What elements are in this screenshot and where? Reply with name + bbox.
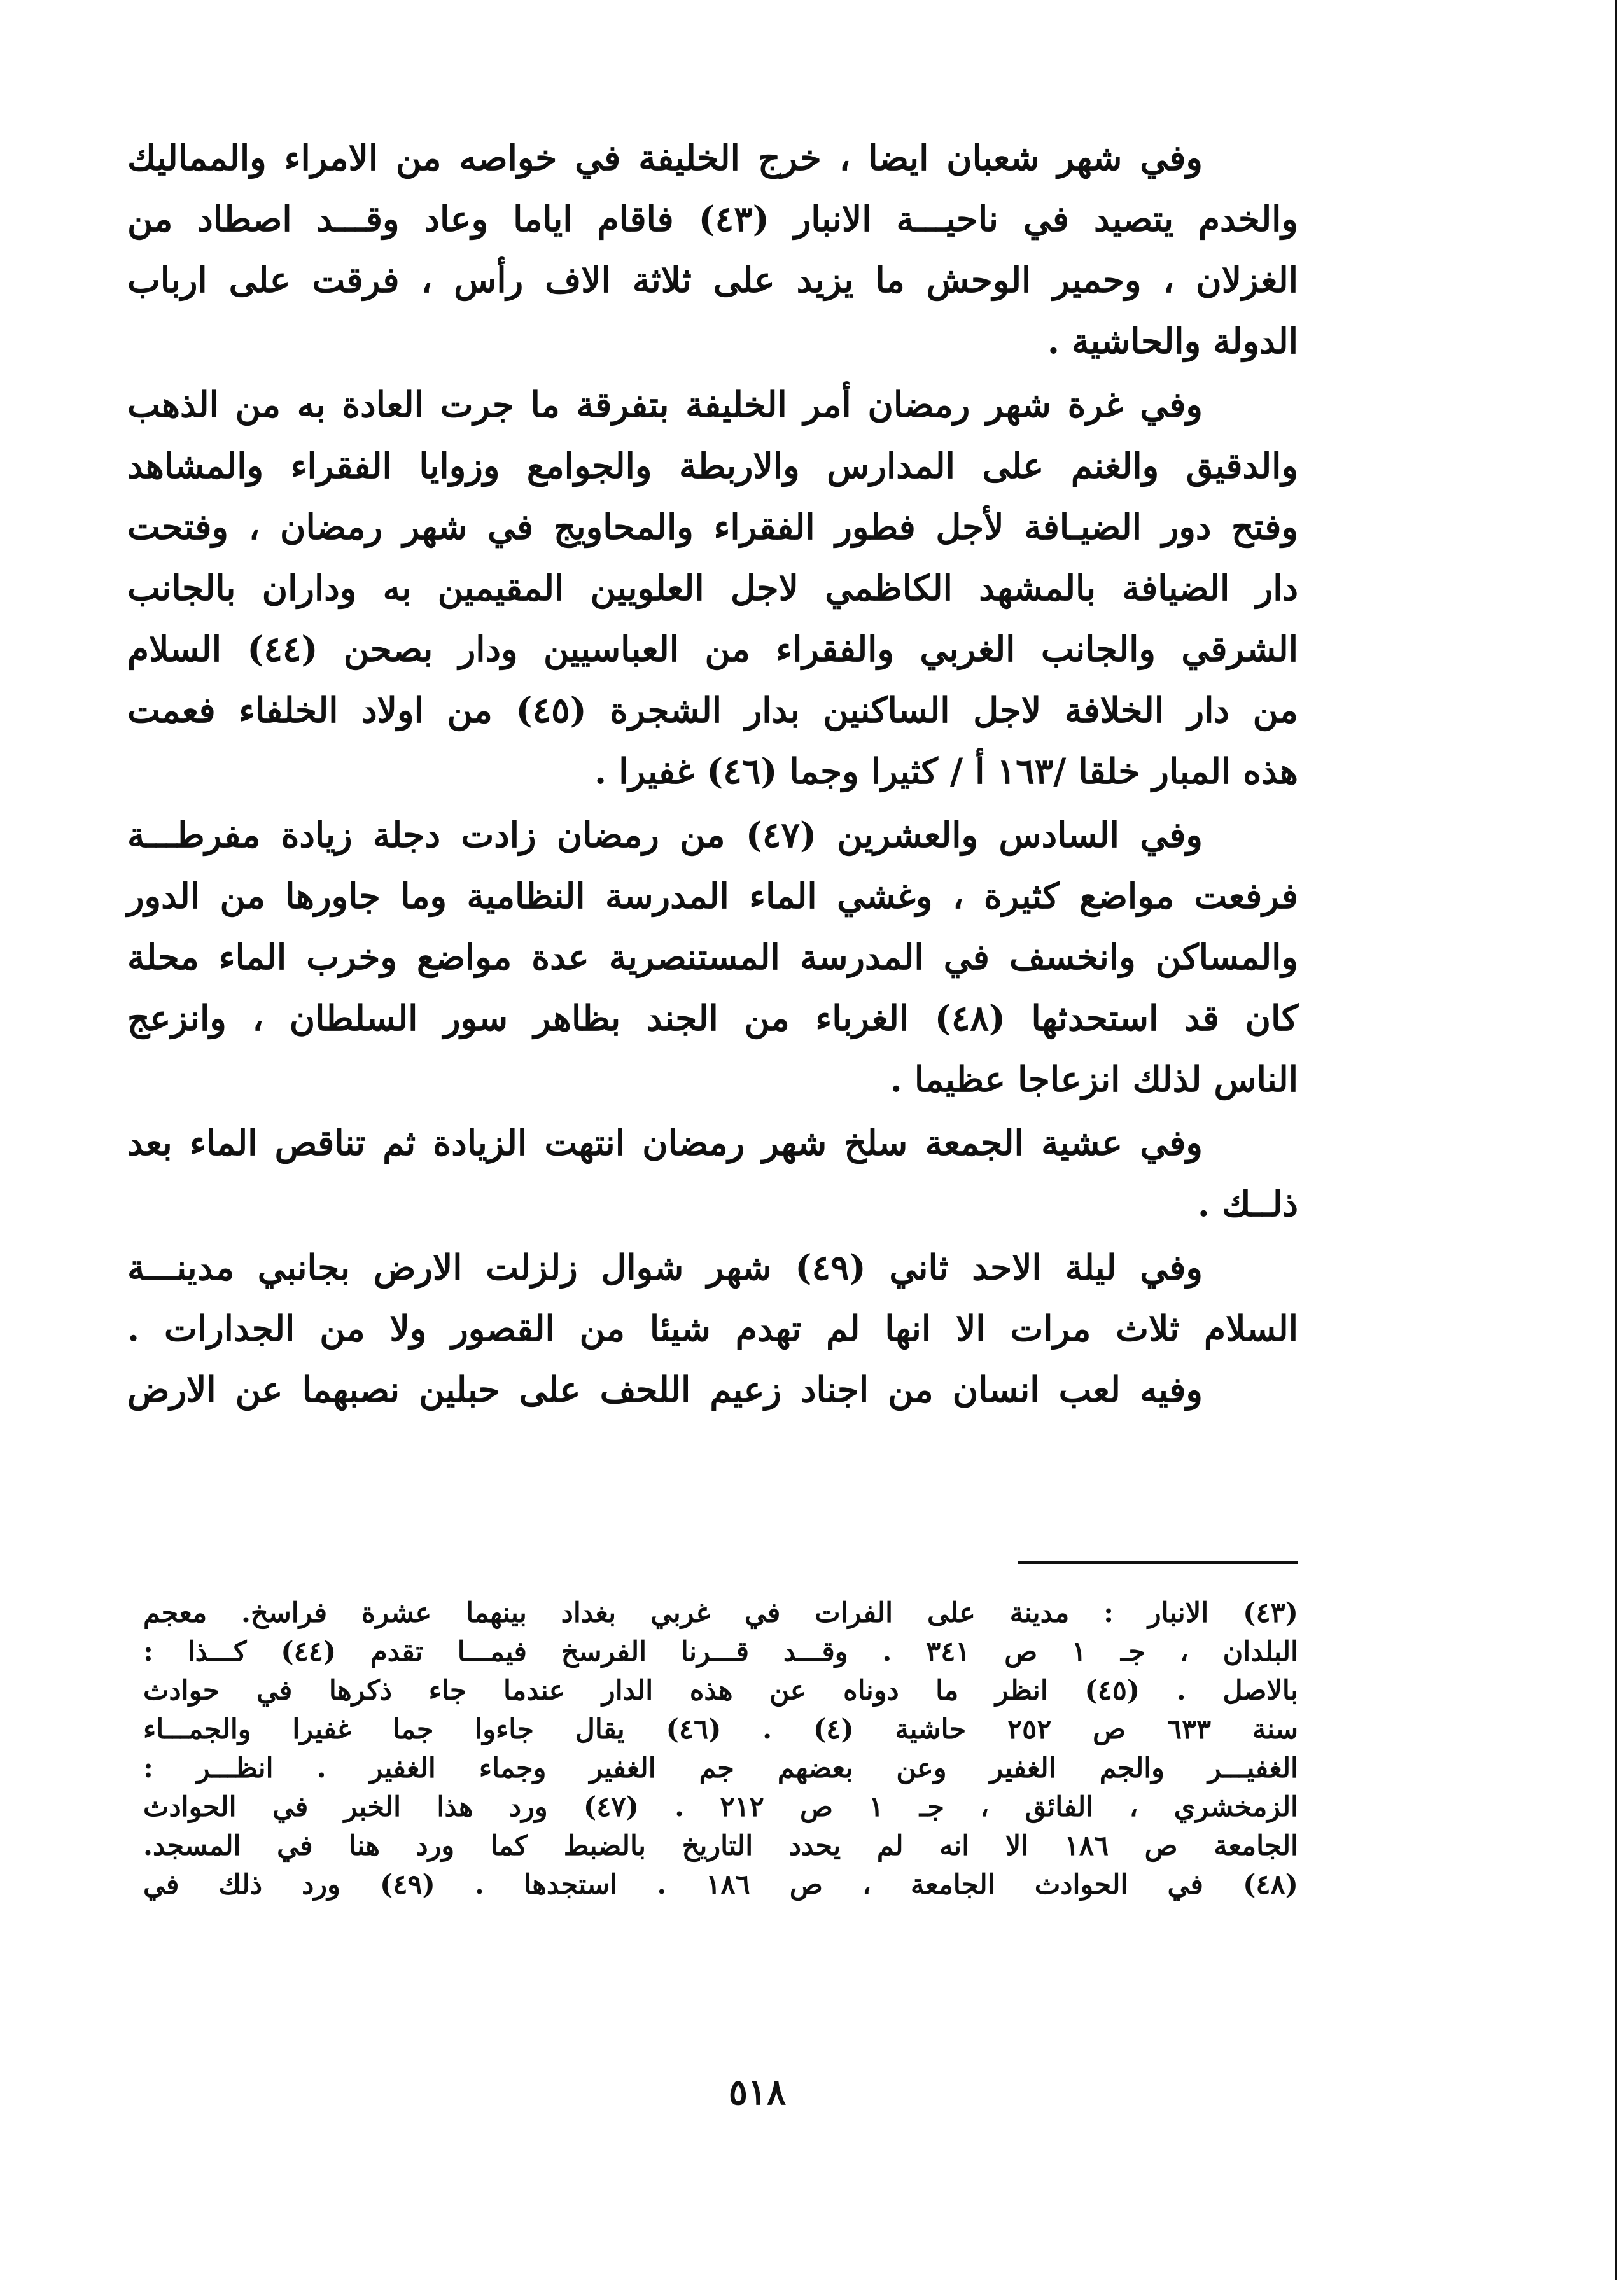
text-line: الشرقي والجانب الغربي والفقراء من العباسيين ودار بصحن (٤٤) السلام <box>127 628 1298 669</box>
footnote-line: الزمخشري ، الفائق ، جـ ١ ص ٢١٢ . (٤٧) ورد هذا الخبر في الحوادث <box>143 1791 1298 1823</box>
text-line: هذه المبار خلقا /١٦٣ أ / كثيرا وجما (٤٦) غفيرا . <box>594 750 1298 792</box>
text-line: والمساكن وانخسف في المدرسة المستنصرية عدة مواضع وخرب الماء محلة <box>127 936 1298 977</box>
footnotes <box>143 1594 1298 1905</box>
footnote-line: سنة ٦٣٣ ص ٢٥٢ حاشية (٤) . (٤٦) يقال جاءوا جما غفيرا والجمـــاء <box>143 1714 1298 1745</box>
footnote-line: الغفيـــر والجم الغفير وعن بعضهم جم الغفير وجماء الغفير . انظـــر : <box>143 1752 1298 1784</box>
text-line: وفي غرة شهر رمضان أمر الخليفة بتفرقة ما جرت العادة به من الذهب <box>127 384 1203 425</box>
text-line: والدقيق والغنم على المدارس والاربطة والجوامع وزوايا الفقراء والمشاهد <box>127 445 1298 486</box>
paragraph-friday <box>127 1112 1298 1234</box>
footnote-separator <box>1018 1561 1298 1564</box>
text-line: من دار الخلافة لاجل الساكنين بدار الشجرة (٤٥) من اولاد الخلفاء فعمت <box>127 689 1298 731</box>
text-line: والخدم يتصيد في ناحيـــة الانبار (٤٣) فاقام اياما وعاد وقـــد اصطاد من <box>127 198 1298 239</box>
text-line: ذلــك . <box>1197 1183 1298 1224</box>
text-line: وفي شهر شعبان ايضا ، خرج الخليفة في خواصه من الامراء والمماليك <box>127 137 1203 178</box>
text-line: وفتح دور الضيـافة لأجل فطور الفقراء والمحاويج في شهر رمضان ، وفتحت <box>127 506 1298 547</box>
paragraph-shaban <box>127 127 1298 372</box>
text-line: وفيه لعب انسان من اجناد زعيم اللحف على حبلين نصبهما عن الارض <box>127 1369 1203 1410</box>
footnote-line: البلدان ، جـ ١ ص ٣٤١ . وقـــد قـــرنا الفرسخ فيمـــا تقدم (٤٤) كـــذا : <box>143 1636 1298 1668</box>
text-line: وفي عشية الجمعة سلخ شهر رمضان انتهت الزيادة ثم تناقص الماء بعد <box>127 1122 1203 1163</box>
text-line: الدولة والحاشية . <box>1047 320 1298 361</box>
main-text <box>127 127 1298 1423</box>
paragraph-flood <box>127 804 1298 1110</box>
footnote-line: (٤٨) في الحوادث الجامعة ، ص ١٨٦ . استجدها . (٤٩) ورد ذلك في <box>143 1869 1298 1901</box>
text-line: الناس لذلك انزعاجا عظيما . <box>890 1058 1298 1100</box>
paragraph-ramadan <box>127 374 1298 802</box>
page-number: ٥١٨ <box>728 2071 787 2113</box>
page-edge-line <box>1615 0 1617 2280</box>
text-line: كان قد استحدثها (٤٨) الغرباء من الجند بظاهر سور السلطان ، وانزعج <box>127 997 1298 1039</box>
text-line: وفي ليلة الاحد ثاني (٤٩) شهر شوال زلزلت الارض بجانبي مدينـــة <box>127 1247 1203 1288</box>
footnote-line: بالاصل . (٤٥) انظر ما دوناه عن هذه الدار عندما جاء ذكرها في حوادث <box>143 1675 1298 1707</box>
text-line: الغزلان ، وحمير الوحش ما يزيد على ثلاثة الاف رأس ، فرقت على ارباب <box>127 259 1298 300</box>
text-line: وفي السادس والعشرين (٤٧) من رمضان زادت دجلة زيادة مفرطـــة <box>127 814 1203 855</box>
text-line: دار الضيافة بالمشهد الكاظمي لاجل العلويين المقيمين به وداران بالجانب <box>127 567 1298 608</box>
footnote-line: (٤٣) الانبار : مدينة على الفرات في غربي بغداد بينهما عشرة فراسخ. معجم <box>143 1597 1298 1629</box>
text-line: فرفعت مواضع كثيرة ، وغشي الماء المدرسة النظامية وما جاورها من الدور <box>127 875 1298 916</box>
paragraph-earthquake <box>127 1237 1298 1420</box>
text-line: السلام ثلاث مرات الا انها لم تهدم شيئا من القصور ولا من الجدارات . <box>127 1308 1298 1349</box>
footnote-line: الجامعة ص ١٨٦ الا انه لم يحدد التاريخ بالضبط كما ورد هنا في المسجد. <box>143 1830 1298 1862</box>
